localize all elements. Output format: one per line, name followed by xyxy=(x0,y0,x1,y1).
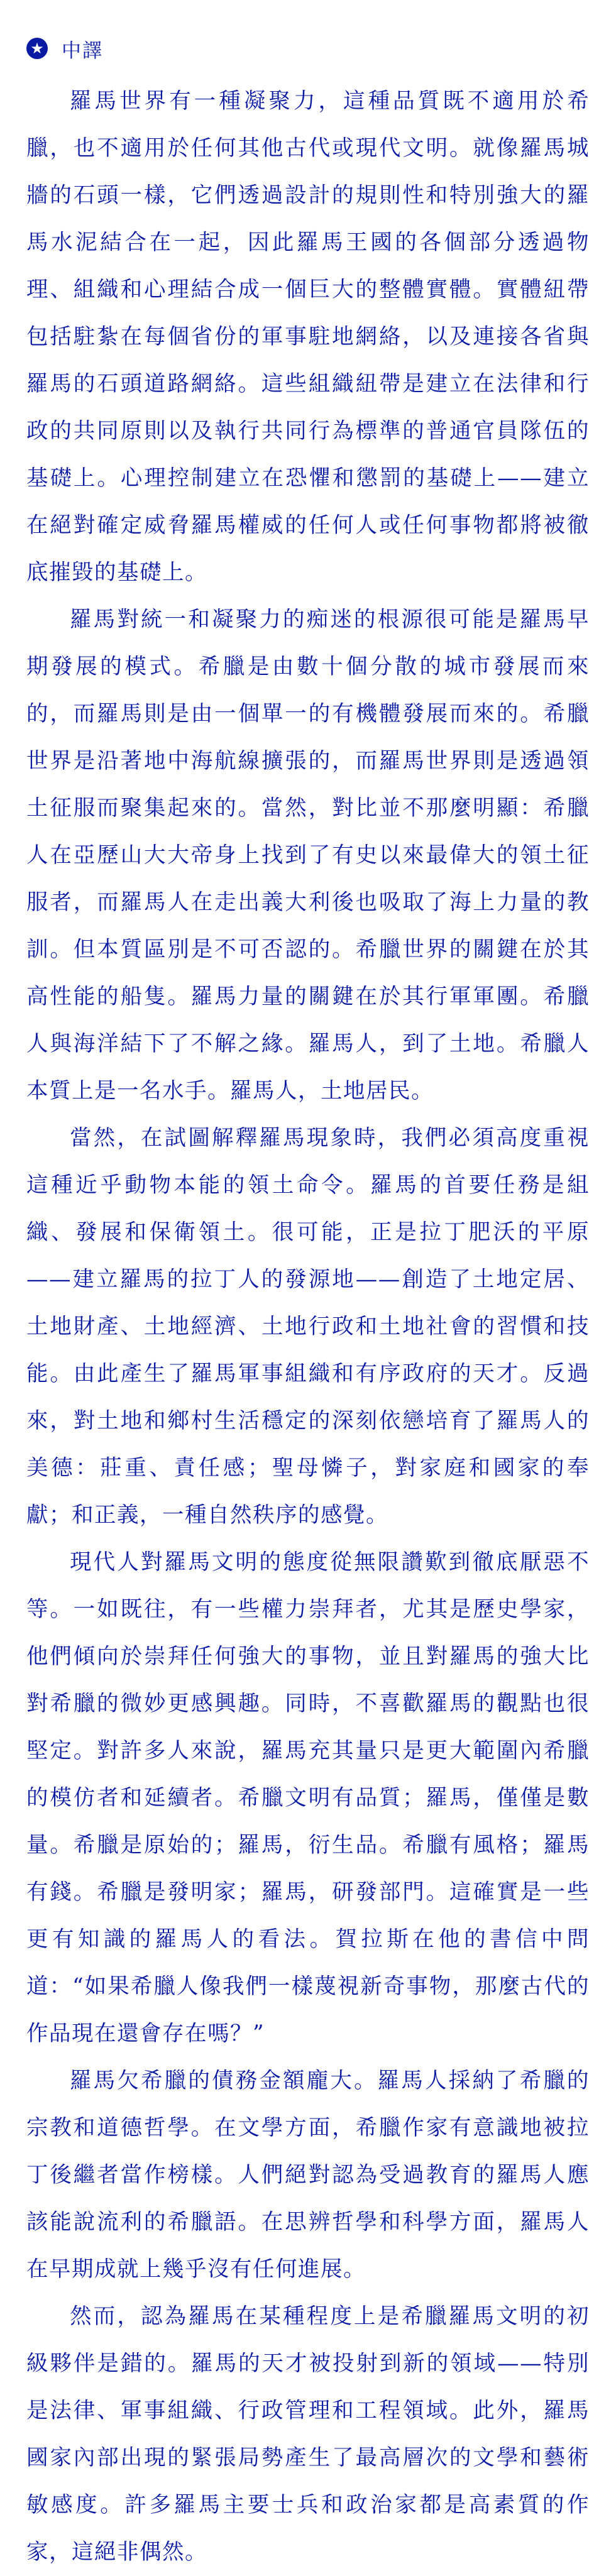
paragraph: 羅馬世界有一種凝聚力，這種品質既不適用於希臘，也不適用於任何其他古代或現代文明。就像羅馬城牆的石頭一樣，它們透過設計的規則性和特別強大的羅馬水泥結合在一起，因此羅馬王國的各個部分透過物理、組織和心理結合成一個巨大的整體實體。實體紐帶包括駐紮在每個省份的軍事駐地網絡，以及連接各省與羅馬的石頭道路網絡。這些組織紐帶是建立在法律和行政的共同原則以及執行共同行為標準的普通官員隊伍的基礎上。心理控制建立在恐懼和懲罰的基礎上——建立在絕對確定威脅羅馬權威的任何人或任何事物都將被徹底摧毀的基礎上。 xyxy=(26,89,590,585)
paragraph: 當然，在試圖解釋羅馬現象時，我們必須高度重視這種近乎動物本能的領土命令。羅馬的首要任務是組織、發展和保衛領土。很可能，正是拉丁肥沃的平原——建立羅馬的拉丁人的發源地——創造了土地定居、土地財產、土地經濟、土地行政和土地社會的習慣和技能。由此產生了羅馬軍事組織和有序政府的天才。反過來，對土地和鄉村生活穩定的深刻依戀培育了羅馬人的美德：莊重、責任感；聖母憐子，對家庭和國家的奉獻；和正義，一種自然秩序的感覺。 xyxy=(26,1126,590,1528)
paragraph: 羅馬欠希臘的債務金額龐大。羅馬人採納了希臘的宗教和道德哲學。在文學方面，希臘作家有意識地被拉丁後繼者當作榜樣。人們絕對認為受過教育的羅馬人應該能說流利的希臘語。在思辨哲學和科學方面，羅馬人在早期成就上幾乎沒有任何進展。 xyxy=(26,2068,590,2282)
section-title: 中譯 xyxy=(62,39,103,62)
section-heading xyxy=(26,31,590,65)
paragraph: 然而，認為羅馬在某種程度上是希臘羅馬文明的初級夥伴是錯的。羅馬的天才被投射到新的領域——特別是法律、軍事組織、行政管理和工程領域。此外，羅馬國家內部出現的緊張局勢產生了最高層次的文學和藝術敏感度。許多羅馬主要士兵和政治家都是高素質的作家，這絕非偶然。 xyxy=(26,2304,590,2565)
paragraph: 現代人對羅馬文明的態度從無限讚歎到徹底厭惡不等。一如既往，有一些權力崇拜者，尤其是歷史學家，他們傾向於崇拜任何強大的事物，並且對羅馬的強大比對希臘的微妙更感興趣。同時，不喜歡羅馬的觀點也很堅定。對許多人來說，羅馬充其量只是更大範圍內希臘的模仿者和延續者。希臘文明有品質；羅馬，僅僅是數量。希臘是原始的；羅馬，衍生品。希臘有風格；羅馬有錢。希臘是發明家；羅馬，研發部門。這確實是一些更有知識的羅馬人的看法。賀拉斯在他的書信中問道：“如果希臘人像我們一樣蔑視新奇事物，那麼古代的作品現在還會存在嗎？” xyxy=(26,1550,590,2046)
paragraph: 羅馬對統一和凝聚力的痴迷的根源很可能是羅馬早期發展的模式。希臘是由數十個分散的城市發展而來的，而羅馬則是由一個單一的有機體發展而來的。希臘世界是沿著地中海航線擴張的，而羅馬世界則是透過領土征服而聚集起來的。當然，對比並不那麼明顯：希臘人在亞歷山大大帝身上找到了有史以來最偉大的領土征服者，而羅馬人在走出義大利後也吸取了海上力量的教訓。但本質區別是不可否認的。希臘世界的關鍵在於其高性能的船隻。羅馬力量的關鍵在於其行軍軍團。希臘人與海洋結下了不解之緣。羅馬人，到了土地。希臘人本質上是一名水手。羅馬人，土地居民。 xyxy=(26,607,590,1104)
translation-body xyxy=(26,78,590,2576)
star-circle-icon: ★ xyxy=(26,38,48,59)
